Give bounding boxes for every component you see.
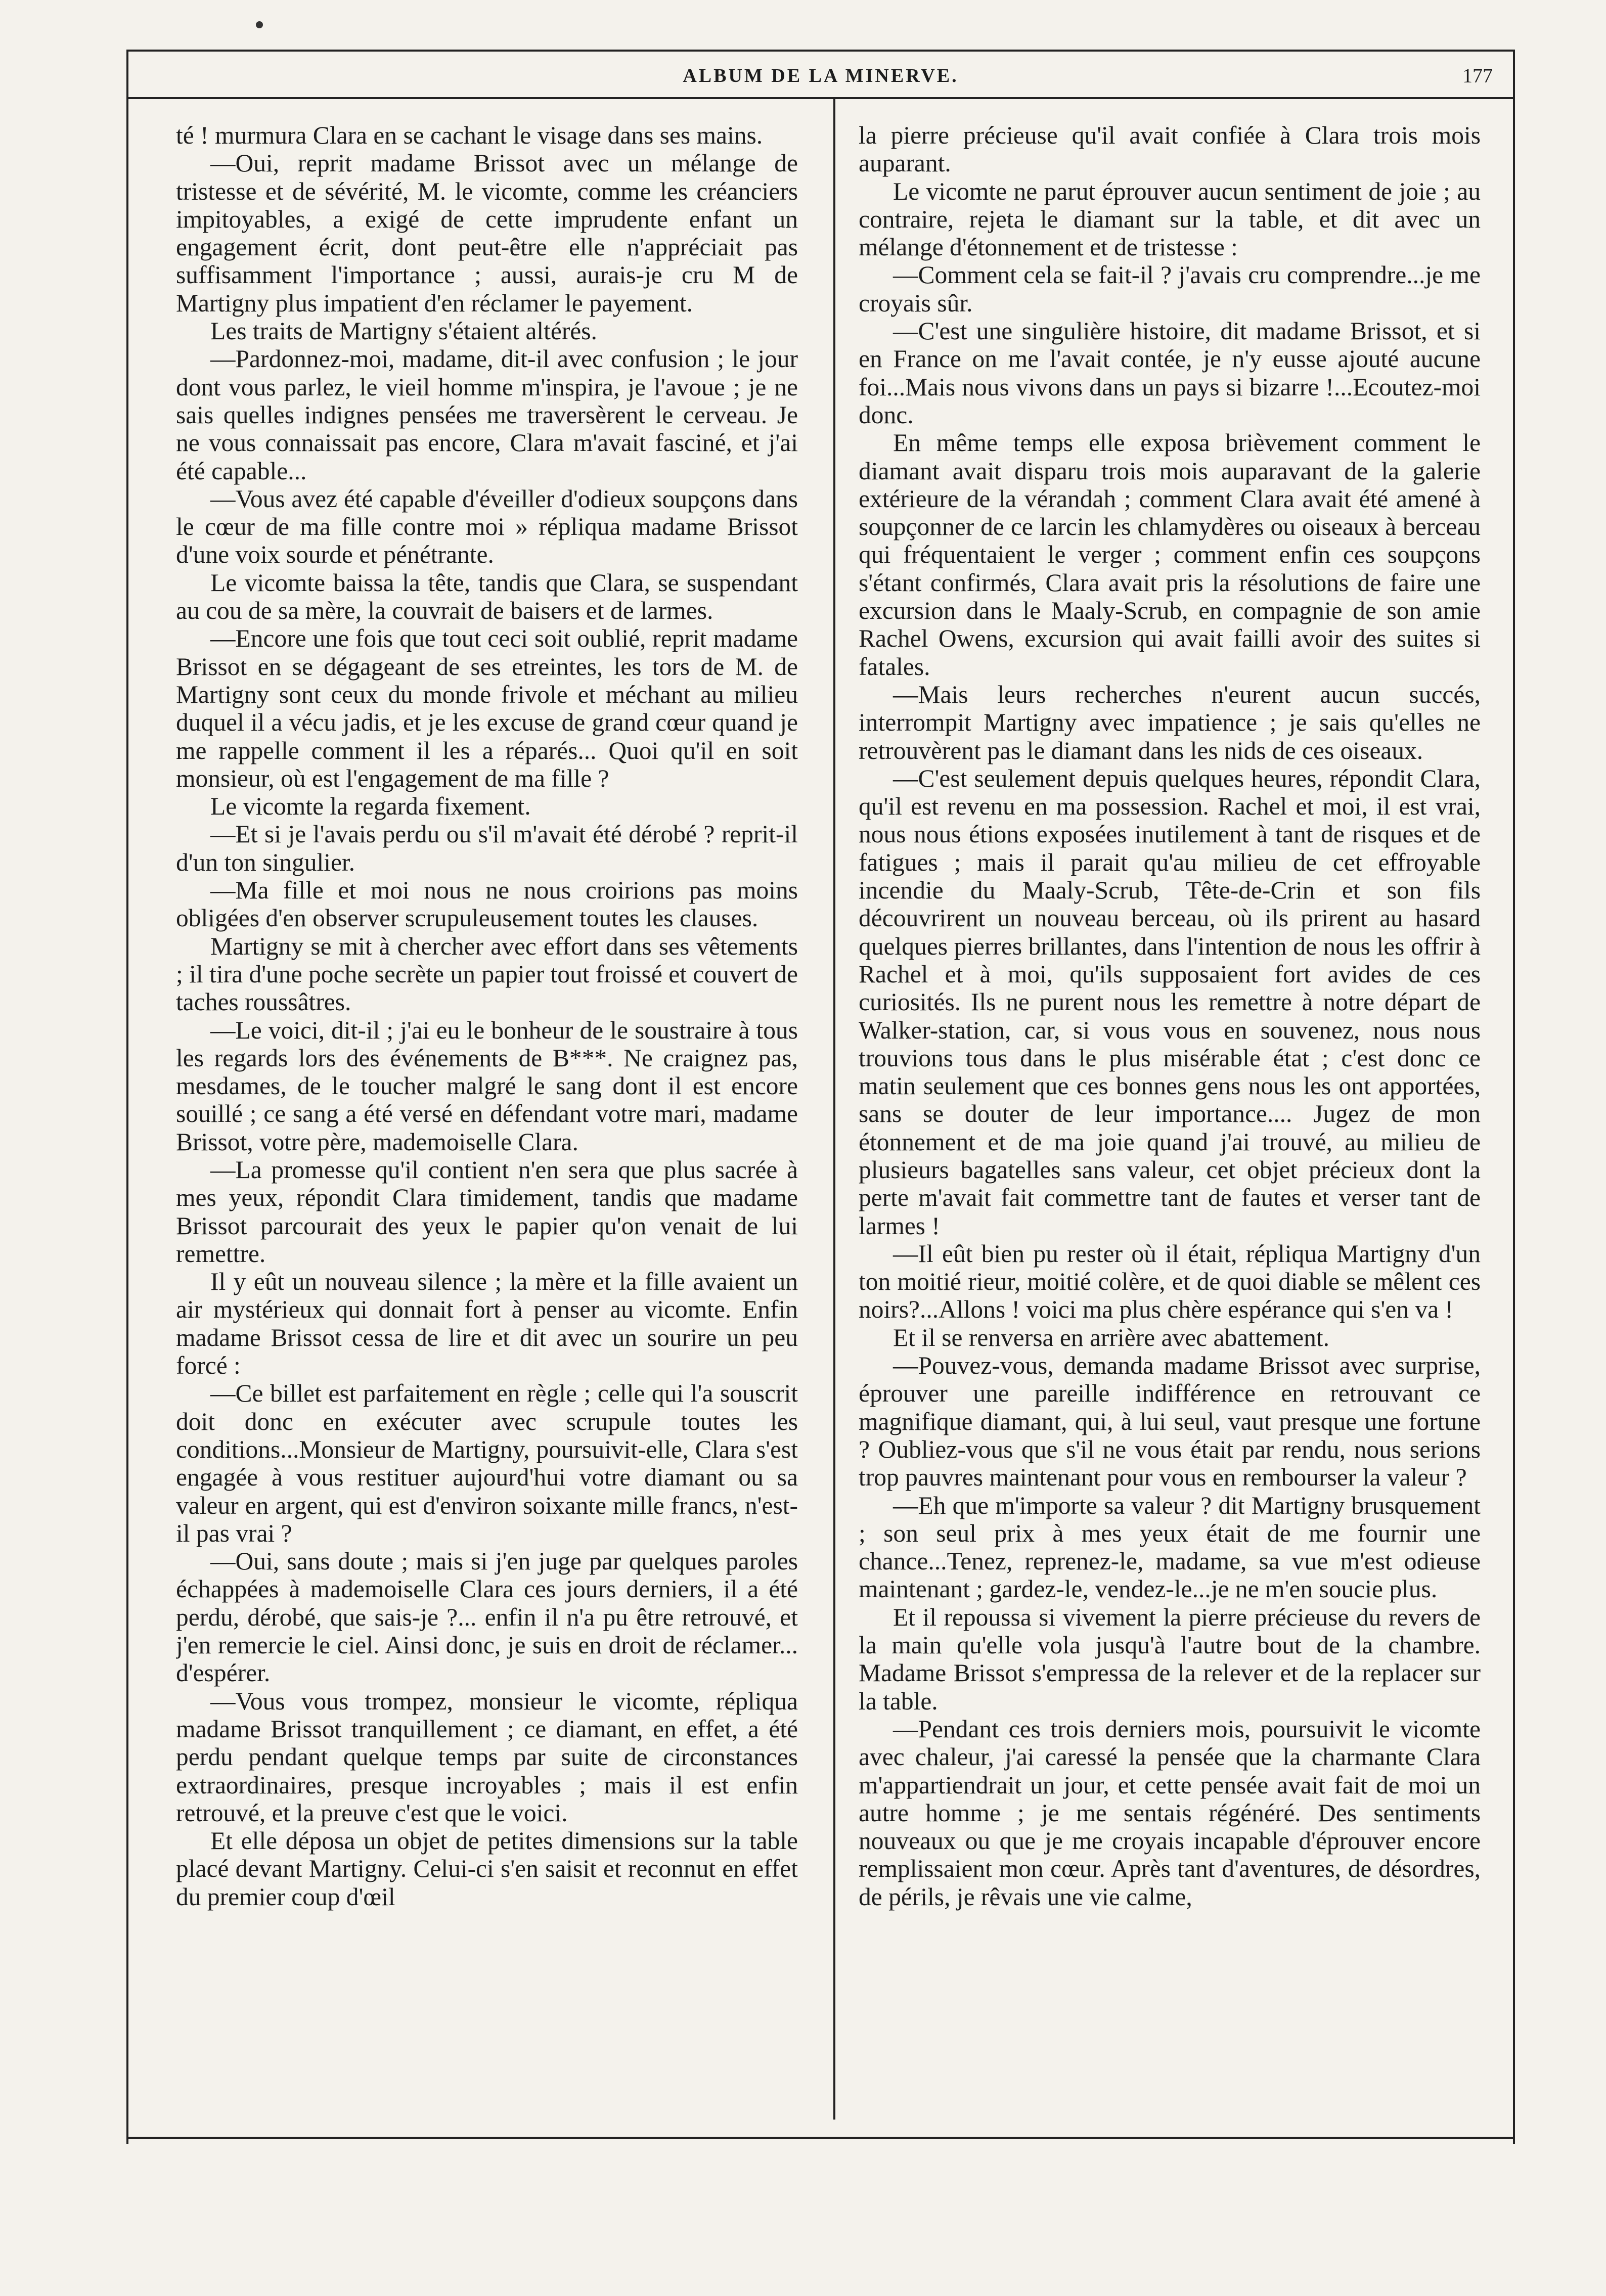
paragraph: Et elle déposa un objet de petites dimensions sur la table placé devant Martigny. Celui-ci s'en saisit et reconnut en effet du premier coup d'œil	[176, 1827, 798, 1911]
paragraph: —Le voici, dit-il ; j'ai eu le bonheur de le soustraire à tous les regards lors des événements de B***. Ne craignez pas, mesdames, de le toucher malgré le sang dont il est encore souillé ; ce sang a été versé en défendant votre mari, madame Brissot, votre père, mademoiselle Clara.	[176, 1016, 798, 1156]
paragraph: En même temps elle exposa brièvement comment le diamant avait disparu trois mois auparavant de la galerie extérieure de la vérandah ; comment Clara avait été amené à soupçonner de ce larcin les chlamydères ou oiseaux à berceau qui fréquentaient le verger ; comment enfin ces soupçons s'étant confirmés, Clara avait pris la résolutions de faire une excursion dans le Maaly-Scrub, en compagnie de son amie Rachel Owens, excursion qui avait failli avoir des suites si fatales.	[859, 429, 1481, 681]
paragraph: —Ce billet est parfaitement en règle ; celle qui l'a souscrit doit donc en exécuter avec scrupule toutes les conditions...Monsieur de Martigny, poursuivit-elle, Clara s'est engagée à vous restituer aujourd'hui votre diamant ou sa valeur en argent, qui est d'environ soixante mille francs, n'est-il pas vrai ?	[176, 1379, 798, 1547]
paragraph: Le vicomte baissa la tête, tandis que Clara, se suspendant au cou de sa mère, la couvrait de baisers et de larmes.	[176, 568, 798, 625]
paragraph: Le vicomte la regarda fixement.	[210, 792, 531, 821]
paragraph: —Pardonnez-moi, madame, dit-il avec confusion ; le jour dont vous parlez, le vieil homme m'inspira, je l'avoue ; je ne sais quelles indignes pensées me traversèrent le cerveau. Je ne vous connaissait pas encore, Clara m'avait fasciné, et j'ai été capable...	[176, 345, 798, 485]
paragraph: —Oui, sans doute ; mais si j'en juge par quelques paroles échappées à mademoiselle Clara ces jours derniers, il a été perdu, dérobé, que sais-je ?... enfin il n'a pu être retrouvé, et j'en remercie le ciel. Ainsi donc, je suis en droit de réclamer... d'espérer.	[176, 1547, 798, 1687]
paragraph: Le vicomte ne parut éprouver aucun sentiment de joie ; au contraire, rejeta le diamant sur la table, et dit avec un mélange d'étonnement et de tristesse :	[859, 177, 1481, 261]
paragraph: la pierre précieuse qu'il avait confiée à Clara trois mois auparant.	[859, 121, 1481, 177]
paragraph: —Vous avez été capable d'éveiller d'odieux soupçons dans le cœur de ma fille contre moi » répliqua madame Brissot d'une voix sourde et pénétrante.	[176, 484, 798, 569]
left-column	[176, 121, 798, 2124]
paragraph: —C'est une singulière histoire, dit madame Brissot, et si en France on me l'avait contée, je n'y eusse ajouté aucune foi...Mais nous vivons dans un pays si bizarre !...Ecoutez-moi donc.	[859, 317, 1481, 429]
paragraph: Il y eût un nouveau silence ; la mère et la fille avaient un air mystérieux qui donnait fort à penser au vicomte. Enfin madame Brissot cessa de lire et dit avec un sourire un peu forcé :	[176, 1268, 798, 1380]
bottom-rule	[128, 2137, 1513, 2139]
right-column	[859, 121, 1481, 2124]
paragraph: Et il se renversa en arrière avec abattement.	[893, 1323, 1330, 1352]
paragraph: té ! murmura Clara en se cachant le visage dans ses mains.	[176, 121, 763, 149]
paragraph: —Vous vous trompez, monsieur le vicomte, répliqua madame Brissot tranquillement ; ce diamant, en effet, a été perdu pendant quelque temps par suite de circonstances extraordinaires, presque incroyables ; mais il est enfin retrouvé, et la preuve c'est que le voici.	[176, 1687, 798, 1827]
page-number: 177	[1462, 64, 1493, 87]
paragraph: —Mais leurs recherches n'eurent aucun succés, interrompit Martigny avec impatience ; je sais qu'elles ne retrouvèrent pas le diamant dans les nids de ces oiseaux.	[859, 680, 1481, 764]
running-header	[128, 57, 1513, 99]
paragraph: —Pendant ces trois derniers mois, poursuivit le vicomte avec chaleur, j'ai caressé la pensée que la charmante Clara m'appartiendrait un jour, et cette pensée avait fait de moi un autre homme ; je me sentais régénéré. Des sentiments nouveaux ou que je me croyais incapable d'éprouver encore remplissaient mon cœur. Après tant d'aventures, de désordres, de périls, je rêvais une vie calme,	[859, 1715, 1481, 1911]
printer-dot	[256, 21, 263, 28]
paragraph: Les traits de Martigny s'étaient altérés.	[210, 317, 597, 345]
paragraph: Et il repoussa si vivement la pierre précieuse du revers de la main qu'elle vola jusqu'à l'autre bout de la chambre. Madame Brissot s'empressa de la relever et de la replacer sur la table.	[859, 1603, 1481, 1715]
paragraph: —Oui, reprit madame Brissot avec un mélange de tristesse et de sévérité, M. le vicomte, comme les créanciers impitoyables, a exigé de cette imprudente enfant un engagement écrit, dont peut-être elle n'appréciait pas suffisamment l'importance ; aussi, aurais-je cru M de Martigny plus impatient d'en réclamer le payement.	[176, 149, 798, 317]
paragraph: —Ma fille et moi nous ne nous croirions pas moins obligées d'en observer scrupuleusement toutes les clauses.	[176, 876, 798, 932]
paragraph: —Eh que m'importe sa valeur ? dit Martigny brusquement ; son seul prix à mes yeux était de me fournir une chance...Tenez, reprenez-le, madame, sa vue m'est odieuse maintenant ; gardez-le, vendez-le...je ne m'en soucie plus.	[859, 1491, 1481, 1603]
paragraph: Martigny se mit à chercher avec effort dans ses vêtements ; il tira d'une poche secrète un papier tout froissé et couvert de taches roussâtres.	[176, 932, 798, 1016]
paragraph: —Il eût bien pu rester où il était, répliqua Martigny d'un ton moitié rieur, moitié colère, et de quoi diable se mêlent ces noirs?...Allons ! voici ma plus chère espérance qui s'en va !	[859, 1239, 1481, 1324]
paragraph: —Comment cela se fait-il ? j'avais cru comprendre...je me croyais sûr.	[859, 261, 1481, 317]
paragraph: —La promesse qu'il contient n'en sera que plus sacrée à mes yeux, répondit Clara timidement, tandis que madame Brissot parcourait des yeux le papier qu'on venait de lui remettre.	[176, 1155, 798, 1268]
paragraph: —Pouvez-vous, demanda madame Brissot avec surprise, éprouver une pareille indifférence en retrouvant ce magnifique diamant, qui, à lui seul, vaut presque une fortune ? Oubliez-vous que s'il ne vous était par rendu, nous serions trop pauvres maintenant pour vous en rembourser la valeur ?	[859, 1352, 1481, 1492]
paragraph: —Et si je l'avais perdu ou s'il m'avait été dérobé ? reprit-il d'un ton singulier.	[176, 820, 798, 876]
journal-title: ALBUM DE LA MINERVE.	[683, 65, 959, 86]
column-divider	[833, 97, 835, 2120]
paragraph: —Encore une fois que tout ceci soit oublié, reprit madame Brissot en se dégageant de ses etreintes, les tors de M. de Martigny sont ceux du monde frivole et méchant au milieu duquel il a vécu jadis, et je les excuse de grand cœur quand je me rappelle comment il les a réparés... Quoi qu'il en soit monsieur, où est l'engagement de ma fille ?	[176, 624, 798, 792]
paragraph: —C'est seulement depuis quelques heures, répondit Clara, qu'il est revenu en ma possession. Rachel et moi, il est vrai, nous nous étions exposées inutilement à tant de risques et de fatigues ; mais il parait qu'au milieu de cet effroyable incendie du Maaly-Scrub, Tête-de-Crin et son fils découvrirent un nouveau berceau, où ils prirent au hasard quelques pierres brillantes, dans l'intention de nous les offrir à Rachel et à moi, qu'ils supposaient fort avides de ces curiosités. Ils ne purent nous les remettre à notre départ de Walker-station, car, si vous vous en souvenez, nous nous trouvions tous dans le plus misérable état ; c'est donc ce matin seulement que ces bonnes gens nous les ont apportées, sans se douter de leur importance.... Jugez de mon étonnement et de ma joie quand j'ai trouvé, au milieu de plusieurs bagatelles sans valeur, cet objet précieux dont la perte m'avait fait commettre tant de fautes et verser tant de larmes !	[859, 764, 1481, 1240]
